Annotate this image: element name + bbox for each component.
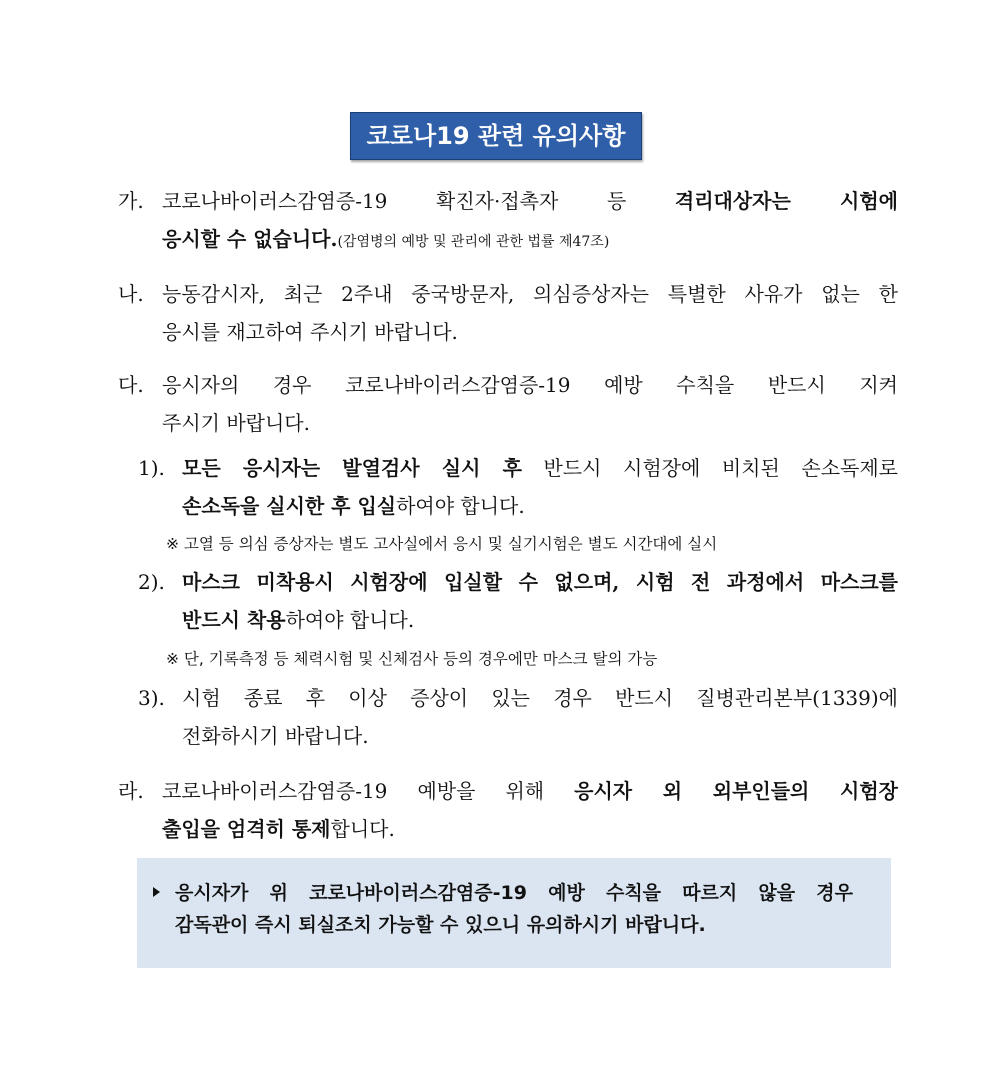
section-marker: 가. (118, 189, 144, 213)
bold-text: 출입을 엄격히 통제 (162, 817, 331, 841)
notice-line-1: 응시자가 위 코로나바이러스감염증-19 예방 수칙을 따르지 않을 경우 (175, 882, 853, 904)
section-marker: 라. (118, 779, 144, 803)
text: 반드시 시험장에 비치된 손소독제로 (521, 456, 898, 480)
item-3-line-2 (138, 717, 898, 755)
text: 하여야 합니다. (396, 494, 525, 518)
triangle-bullet-icon (153, 887, 160, 897)
section-ga-line-1 (118, 182, 898, 220)
section-ra-line-1 (118, 772, 898, 810)
section-ga-line-2 (118, 220, 898, 258)
item-2 (138, 563, 898, 639)
item-1-line-2 (138, 487, 898, 525)
item-marker: 3). (138, 686, 165, 710)
section-marker: 다. (118, 373, 144, 397)
text: 코로나바이러스감염증-19 예방을 위해 (162, 779, 575, 803)
page-title: 코로나19 관련 유의사항 (350, 112, 643, 160)
bold-text: 응시할 수 없습니다. (162, 227, 338, 251)
bold-text: 응시자 외 외부인들의 시험장 (574, 779, 898, 803)
text: 능동감시자, 최근 2주내 중국방문자, 의심증상자는 특별한 사유가 없는 한 (162, 282, 898, 306)
section-na-line-1 (118, 275, 898, 313)
section-na-line-2 (118, 313, 898, 351)
bold-text: 격리대상자는 시험에 (674, 189, 899, 213)
bold-text: 모든 응시자는 발열검사 실시 후 (182, 456, 522, 480)
text: 응시를 재고하여 주시기 바랍니다. (162, 320, 458, 344)
text: 코로나바이러스감염증-19 확진자·접촉자 등 (162, 189, 675, 213)
text: 합니다. (330, 817, 395, 841)
text: 하여야 합니다. (285, 608, 415, 632)
item-2-note: ※ 단, 기록측정 등 체력시험 및 신체검사 등의 경우에만 마스크 탈의 가능 (166, 650, 658, 668)
section-da-line-1 (118, 366, 898, 404)
section-da (118, 366, 898, 442)
section-da-line-2 (118, 404, 898, 442)
notice-box (137, 858, 891, 968)
item-2-line-1 (138, 563, 898, 601)
section-na (118, 275, 898, 351)
section-ra-line-2 (118, 810, 898, 848)
item-1-line-1 (138, 449, 898, 487)
item-marker: 2). (138, 570, 165, 594)
item-3-line-1 (138, 679, 898, 717)
item-2-line-2 (138, 601, 898, 639)
bold-text: 반드시 착용 (182, 608, 286, 632)
item-marker: 1). (138, 456, 165, 480)
item-3 (138, 679, 898, 755)
bold-text: 손소독을 실시한 후 입실 (182, 494, 397, 518)
item-1-note: ※ 고열 등 의심 증상자는 별도 고사실에서 응시 및 실기시험은 별도 시간대에 실시 (166, 535, 718, 553)
text: 전화하시기 바랍니다. (182, 724, 369, 748)
text: 응시자의 경우 코로나바이러스감염증-19 예방 수칙을 반드시 지켜 (162, 373, 898, 397)
section-ra (118, 772, 898, 848)
text: 주시기 바랍니다. (162, 411, 310, 435)
bold-text: 마스크 미착용시 시험장에 입실할 수 없으며, 시험 전 과정에서 마스크를 (182, 570, 898, 594)
law-reference: (감염병의 예방 및 관리에 관한 법률 제47조) (337, 234, 610, 250)
notice-line-2: 감독관이 즉시 퇴실조치 가능할 수 있으니 유의하시기 바랍니다. (175, 914, 706, 936)
title-wrapper (0, 112, 992, 160)
section-marker: 나. (118, 282, 144, 306)
section-ga (118, 182, 898, 258)
text: 시험 종료 후 이상 증상이 있는 경우 반드시 질병관리본부(1339)에 (182, 686, 898, 710)
item-1 (138, 449, 898, 525)
